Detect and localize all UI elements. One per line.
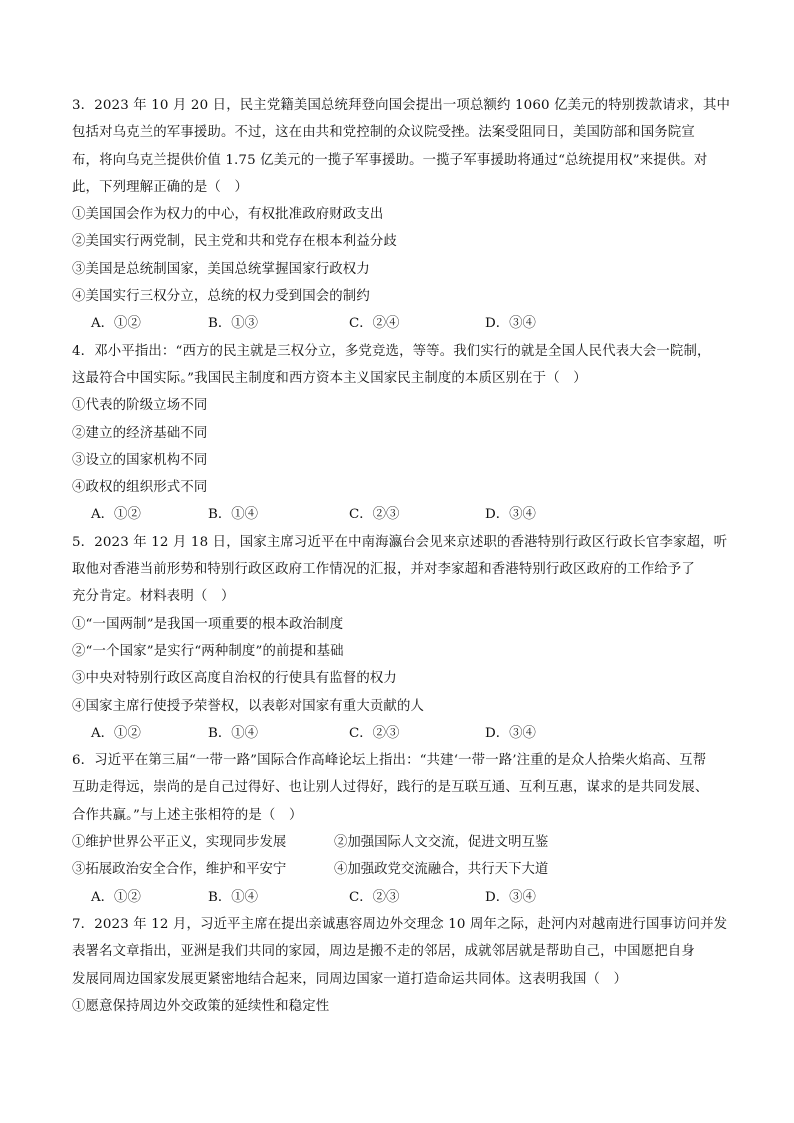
choice-d: D．③④ — [485, 889, 536, 905]
choice-b: B．①③ — [208, 316, 259, 332]
answer-choices — [72, 310, 724, 337]
statement-option: ③中央对特别行政区高度自治权的行使具有监督的权力 — [72, 671, 397, 687]
choice-b: B．①④ — [208, 725, 259, 741]
statement-option: ④政权的组织形式不同 — [72, 480, 208, 496]
answer-choices — [72, 720, 724, 747]
statement-option: ③拓展政治安全合作，维护和平安宁 — [72, 862, 287, 878]
choice-a: A．①② — [91, 316, 141, 332]
question-stem-line: 取他对香港当前形势和特别行政区政府工作情况的汇报，并对李家超和香港特别行政区政府的工作给予了 — [72, 562, 695, 578]
statement-option: ③设立的国家机构不同 — [72, 452, 208, 468]
question-stem-line: 互助走得远，崇尚的是自己过得好、也让别人过得好，践行的是互联互通、互利互惠，谋求的是共同发展、 — [72, 780, 709, 796]
question-6 — [72, 747, 724, 911]
question-3 — [72, 92, 731, 338]
question-stem-line: 包括对乌克兰的军事援助。不过，这在由共和党控制的众议院受挫。法案受阻同日，美国防部和国务院宣 — [72, 125, 695, 141]
choice-b: B．①④ — [208, 507, 259, 523]
question-stem-line: 表署名文章指出，亚洲是我们共同的家园，周边是搬不走的邻居，成就邻居就是帮助自己，中国愿把自身 — [72, 944, 695, 960]
question-stem-line: 3．2023 年 10 月 20 日，民主党籍美国总统拜登向国会提出一项总额约 1060 亿美元的特别拨款请求，其中 — [72, 98, 731, 113]
statement-option: ④加强政党交流融合，共行天下大道 — [334, 862, 549, 878]
question-stem-line: 充分肯定。材料表明（ ） — [72, 589, 235, 605]
statement-option: ③美国是总统制国家，美国总统掌握国家行政权力 — [72, 261, 370, 277]
question-5 — [72, 529, 728, 747]
choice-d: D．③④ — [485, 316, 536, 332]
question-stem-line: 4．邓小平指出：“西方的民主就是三权分立，多党竞选，等等。我们实行的就是全国人民代表大会一院制， — [72, 343, 711, 359]
choice-b: B．①④ — [208, 889, 259, 905]
question-stem-line: 布，将向乌克兰提供价值 1.75 亿美元的一揽子军事援助。一揽子军事援助将通过“总统提用权”来提供。对 — [72, 152, 708, 168]
answer-choices — [72, 501, 724, 528]
statement-option: ①美国国会作为权力的中心，有权批准政府财政支出 — [72, 207, 384, 223]
question-7 — [72, 911, 728, 1020]
choice-a: A．①② — [91, 507, 141, 523]
question-stem-line: 6．习近平在第三届“一带一路”国际合作高峰论坛上指出：“共建‘一带一路’注重的是众人拾柴火焰高、互帮 — [72, 753, 707, 769]
question-stem-line: 合作共赢。”与上述主张相符的是（ ） — [72, 807, 303, 823]
statement-option: ①愿意保持周边外交政策的延续性和稳定性 — [72, 998, 330, 1014]
statement-option: ①“一国两制”是我国一项重要的根本政治制度 — [72, 616, 344, 632]
choice-c: C．②③ — [349, 725, 400, 741]
statement-option: ①维护世界公平正义，实现同步发展 — [72, 835, 287, 851]
choice-a: A．①② — [91, 725, 141, 741]
question-stem-line: 此，下列理解正确的是（ ） — [72, 179, 249, 195]
choice-c: C．②④ — [349, 316, 400, 332]
choice-c: C．②③ — [349, 889, 400, 905]
choice-a: A．①② — [91, 889, 141, 905]
statement-option: ②建立的经济基础不同 — [72, 425, 208, 441]
answer-choices — [72, 884, 724, 911]
statement-option: ④美国实行三权分立，总统的权力受到国会的制约 — [72, 289, 370, 305]
choice-c: C．②③ — [349, 507, 400, 523]
statement-option-row — [72, 829, 724, 856]
question-stem-line: 这最符合中国实际。”我国民主制度和西方资本主义国家民主制度的本质区别在于（ ） — [72, 370, 587, 386]
choice-d: D．③④ — [485, 507, 536, 523]
choice-d: D．③④ — [485, 725, 536, 741]
statement-option: ①代表的阶级立场不同 — [72, 398, 208, 414]
question-stem-line: 发展同周边国家发展更紧密地结合起来，同周边国家一道打造命运共同体。这表明我国（ ） — [72, 971, 628, 987]
statement-option: ④国家主席行使授予荣誉权，以表彰对国家有重大贡献的人 — [72, 698, 425, 714]
question-4 — [72, 338, 724, 529]
question-stem-line: 5．2023 年 12 月 18 日，国家主席习近平在中南海瀛台会见来京述职的香港特别行政区行政长官李家超，听 — [72, 534, 728, 550]
exam-page — [72, 92, 731, 1020]
statement-option: ②“一个国家”是实行“两种制度”的前提和基础 — [72, 643, 344, 659]
statement-option: ②美国实行两党制，民主党和共和党存在根本利益分歧 — [72, 234, 397, 250]
question-stem-line: 7．2023 年 12 月，习近平主席在提出亲诚惠容周边外交理念 10 周年之际，赴河内对越南进行国事访问并发 — [72, 916, 728, 932]
statement-option: ②加强国际人文交流，促进文明互鉴 — [334, 835, 549, 851]
statement-option-row — [72, 856, 724, 883]
